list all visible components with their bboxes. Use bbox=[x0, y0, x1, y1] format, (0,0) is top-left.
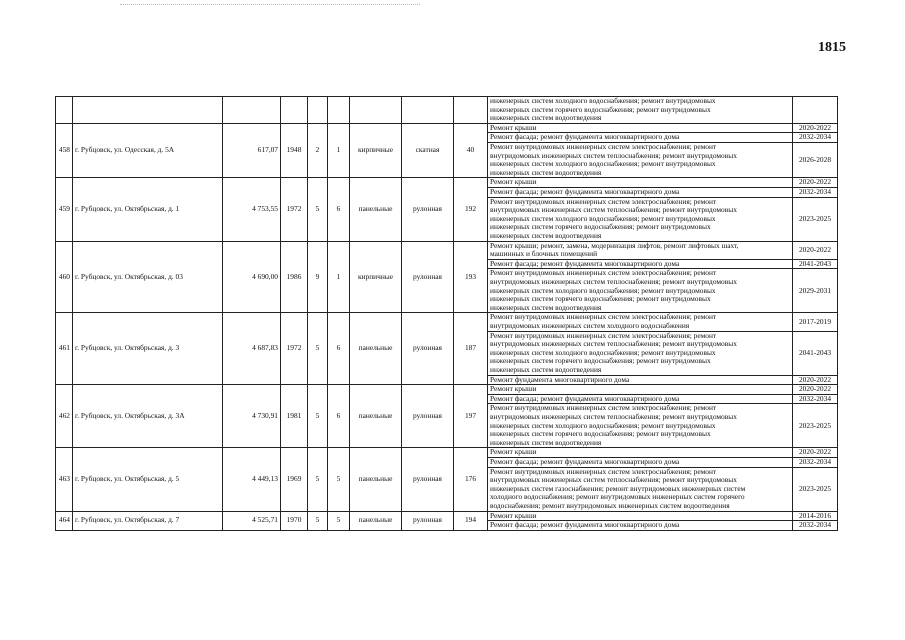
roof-type-cell: рулонная bbox=[402, 313, 454, 385]
repair-works-cell: Ремонт внутридомовых инженерных систем электроснабжения; ремонт внутридомовых инженерных систем теплоснабжения; ремонт внутридомовых инженерных систем холодного водоснабжения; ремонт внутридомовых инженерных систем горячего водоснабжения; ремонт внутридомовых инженерных систем водоотведения bbox=[488, 269, 793, 313]
year-cell: 1969 bbox=[281, 448, 308, 511]
repair-period-cell: 2023-2025 bbox=[793, 467, 838, 511]
repair-works-cell: Ремонт фасада; ремонт фундамента многоквартирного дома bbox=[488, 259, 793, 269]
table-row bbox=[56, 178, 838, 188]
empty-cell bbox=[56, 97, 73, 124]
row-number: 459 bbox=[56, 178, 73, 241]
entrances-cell: 5 bbox=[328, 448, 350, 511]
repair-period-cell: 2017-2019 bbox=[793, 313, 838, 331]
wall-material-cell: панельные bbox=[350, 313, 402, 385]
repair-works-cell: Ремонт внутридомовых инженерных систем электроснабжения; ремонт внутридомовых инженерных систем теплоснабжения; ремонт внутридомовых инженерных систем холодного водоснабжения; ремонт внутридомовых инженерных систем горячего водоснабжения; ремонт внутридомовых инженерных систем водоотведения bbox=[488, 331, 793, 375]
repair-period-cell: 2020-2022 bbox=[793, 178, 838, 188]
roof-type-cell: рулонная bbox=[402, 511, 454, 530]
address-cell: г. Рубцовск, ул. Октябрьская, д. 03 bbox=[73, 241, 223, 313]
repair-period-cell: 2029-2031 bbox=[793, 269, 838, 313]
table-row bbox=[56, 313, 838, 331]
repair-works-cell: Ремонт фасада; ремонт фундамента многоквартирного дома bbox=[488, 521, 793, 531]
table-row bbox=[56, 241, 838, 259]
residents-cell: 194 bbox=[454, 511, 488, 530]
repair-works-cell: Ремонт фасада; ремонт фундамента многоквартирного дома bbox=[488, 187, 793, 197]
repair-period-cell: 2023-2025 bbox=[793, 197, 838, 241]
address-cell: г. Рубцовск, ул. Октябрьская, д. 3А bbox=[73, 385, 223, 448]
empty-cell bbox=[328, 97, 350, 124]
empty-cell bbox=[350, 97, 402, 124]
residents-cell: 193 bbox=[454, 241, 488, 313]
year-cell: 1972 bbox=[281, 313, 308, 385]
repair-period-cell: 2020-2022 bbox=[793, 448, 838, 458]
floors-cell: 5 bbox=[308, 448, 328, 511]
empty-cell bbox=[223, 97, 281, 124]
empty-cell bbox=[281, 97, 308, 124]
repair-period-cell: 2032-2034 bbox=[793, 457, 838, 467]
repair-period-cell: 2014-2016 bbox=[793, 511, 838, 521]
repair-works-cell: Ремонт крыши bbox=[488, 448, 793, 458]
repair-works-cell: Ремонт внутридомовых инженерных систем электроснабжения; ремонт внутридомовых инженерных систем теплоснабжения; ремонт внутридомовых инженерных систем холодного водоснабжения; ремонт внутридомовых инженерных систем горячего водоснабжения; ремонт внутридомовых инженерных систем водоотведения bbox=[488, 404, 793, 448]
entrances-cell: 5 bbox=[328, 511, 350, 530]
empty-cell bbox=[454, 97, 488, 124]
repair-works-cell: Ремонт крыши bbox=[488, 178, 793, 188]
page-number: 1815 bbox=[818, 40, 846, 55]
area-cell: 617,07 bbox=[223, 123, 281, 178]
table-row bbox=[56, 385, 838, 395]
row-number: 458 bbox=[56, 123, 73, 178]
row-number: 462 bbox=[56, 385, 73, 448]
area-cell: 4 687,83 bbox=[223, 313, 281, 385]
capital-repair-table bbox=[55, 96, 838, 531]
repair-period-cell: 2032-2034 bbox=[793, 187, 838, 197]
row-number: 464 bbox=[56, 511, 73, 530]
year-cell: 1970 bbox=[281, 511, 308, 530]
scan-artifact bbox=[120, 4, 420, 7]
wall-material-cell: панельные bbox=[350, 448, 402, 511]
floors-cell: 5 bbox=[308, 511, 328, 530]
empty-cell bbox=[73, 97, 223, 124]
roof-type-cell: рулонная bbox=[402, 241, 454, 313]
repair-works-cell: Ремонт крыши bbox=[488, 511, 793, 521]
residents-cell: 192 bbox=[454, 178, 488, 241]
area-cell: 4 449,13 bbox=[223, 448, 281, 511]
table-body bbox=[56, 97, 838, 531]
repair-works-cell: инженерных систем холодного водоснабжения; ремонт внутридомовых инженерных систем горячего водоснабжения; ремонт внутридомовых инженерных систем водоотведения bbox=[488, 97, 793, 124]
repair-period-cell: 2020-2022 bbox=[793, 123, 838, 133]
repair-works-cell: Ремонт крыши bbox=[488, 385, 793, 395]
wall-material-cell: панельные bbox=[350, 178, 402, 241]
roof-type-cell: рулонная bbox=[402, 178, 454, 241]
wall-material-cell: кирпичные bbox=[350, 123, 402, 178]
address-cell: г. Рубцовск, ул. Октябрьская, д. 3 bbox=[73, 313, 223, 385]
floors-cell: 2 bbox=[308, 123, 328, 178]
floors-cell: 9 bbox=[308, 241, 328, 313]
entrances-cell: 1 bbox=[328, 123, 350, 178]
wall-material-cell: кирпичные bbox=[350, 241, 402, 313]
residents-cell: 40 bbox=[454, 123, 488, 178]
repair-period-cell: 2032-2034 bbox=[793, 133, 838, 143]
area-cell: 4 525,71 bbox=[223, 511, 281, 530]
repair-period-cell: 2020-2022 bbox=[793, 375, 838, 385]
row-number: 463 bbox=[56, 448, 73, 511]
floors-cell: 5 bbox=[308, 385, 328, 448]
repair-works-cell: Ремонт внутридомовых инженерных систем электроснабжения; ремонт внутридомовых инженерных систем холодного водоснабжения bbox=[488, 313, 793, 331]
roof-type-cell: скатная bbox=[402, 123, 454, 178]
address-cell: г. Рубцовск, ул. Октябрьская, д. 5 bbox=[73, 448, 223, 511]
entrances-cell: 1 bbox=[328, 241, 350, 313]
empty-cell bbox=[308, 97, 328, 124]
repair-period-cell: 2020-2022 bbox=[793, 241, 838, 259]
repair-works-cell: Ремонт внутридомовых инженерных систем электроснабжения; ремонт внутридомовых инженерных систем теплоснабжения; ремонт внутридомовых инженерных систем газоснабжения; ремонт внутридомовых инженерных систем холодного водоснабжения; ремонт внутридомовых инженерных систем горячего водоснабжения; ремонт внутридомовых инженерных систем водоотведения bbox=[488, 467, 793, 511]
repair-works-cell: Ремонт крыши bbox=[488, 123, 793, 133]
repair-period-cell: 2032-2034 bbox=[793, 521, 838, 531]
repair-period-cell bbox=[793, 97, 838, 124]
repair-period-cell: 2023-2025 bbox=[793, 404, 838, 448]
repair-period-cell: 2026-2028 bbox=[793, 142, 838, 177]
area-cell: 4 690,00 bbox=[223, 241, 281, 313]
entrances-cell: 6 bbox=[328, 385, 350, 448]
repair-period-cell: 2041-2043 bbox=[793, 259, 838, 269]
table-row bbox=[56, 511, 838, 521]
area-cell: 4 730,91 bbox=[223, 385, 281, 448]
address-cell: г. Рубцовск, ул. Октябрьская, д. 7 bbox=[73, 511, 223, 530]
entrances-cell: 6 bbox=[328, 178, 350, 241]
year-cell: 1948 bbox=[281, 123, 308, 178]
table-row bbox=[56, 123, 838, 133]
address-cell: г. Рубцовск, ул. Октябрьская, д. 1 bbox=[73, 178, 223, 241]
row-number: 461 bbox=[56, 313, 73, 385]
repair-period-cell: 2020-2022 bbox=[793, 385, 838, 395]
year-cell: 1972 bbox=[281, 178, 308, 241]
year-cell: 1981 bbox=[281, 385, 308, 448]
table-row bbox=[56, 97, 838, 124]
repair-works-cell: Ремонт фасада; ремонт фундамента многоквартирного дома bbox=[488, 133, 793, 143]
year-cell: 1986 bbox=[281, 241, 308, 313]
area-cell: 4 753,55 bbox=[223, 178, 281, 241]
wall-material-cell: панельные bbox=[350, 385, 402, 448]
wall-material-cell: панельные bbox=[350, 511, 402, 530]
repair-period-cell: 2041-2043 bbox=[793, 331, 838, 375]
floors-cell: 5 bbox=[308, 313, 328, 385]
repair-works-cell: Ремонт фасада; ремонт фундамента многоквартирного дома bbox=[488, 457, 793, 467]
residents-cell: 187 bbox=[454, 313, 488, 385]
repair-works-cell: Ремонт внутридомовых инженерных систем электроснабжения; ремонт внутридомовых инженерных систем теплоснабжения; ремонт внутридомовых инженерных систем холодного водоснабжения; ремонт внутридомовых инженерных систем водоотведения bbox=[488, 142, 793, 177]
residents-cell: 197 bbox=[454, 385, 488, 448]
row-number: 460 bbox=[56, 241, 73, 313]
roof-type-cell: рулонная bbox=[402, 448, 454, 511]
table-row bbox=[56, 448, 838, 458]
repair-period-cell: 2032-2034 bbox=[793, 394, 838, 404]
empty-cell bbox=[402, 97, 454, 124]
repair-works-cell: Ремонт крыши; ремонт, замена, модернизация лифтов, ремонт лифтовых шахт, машинных и блочных помещений bbox=[488, 241, 793, 259]
repair-works-cell: Ремонт фундамента многоквартирного дома bbox=[488, 375, 793, 385]
repair-works-cell: Ремонт внутридомовых инженерных систем электроснабжения; ремонт внутридомовых инженерных систем теплоснабжения; ремонт внутридомовых инженерных систем холодного водоснабжения; ремонт внутридомовых инженерных систем горячего водоснабжения; ремонт внутридомовых инженерных систем водоотведения bbox=[488, 197, 793, 241]
floors-cell: 5 bbox=[308, 178, 328, 241]
entrances-cell: 6 bbox=[328, 313, 350, 385]
address-cell: г. Рубцовск, ул. Одесская, д. 5А bbox=[73, 123, 223, 178]
repair-works-cell: Ремонт фасада; ремонт фундамента многоквартирного дома bbox=[488, 394, 793, 404]
residents-cell: 176 bbox=[454, 448, 488, 511]
roof-type-cell: рулонная bbox=[402, 385, 454, 448]
